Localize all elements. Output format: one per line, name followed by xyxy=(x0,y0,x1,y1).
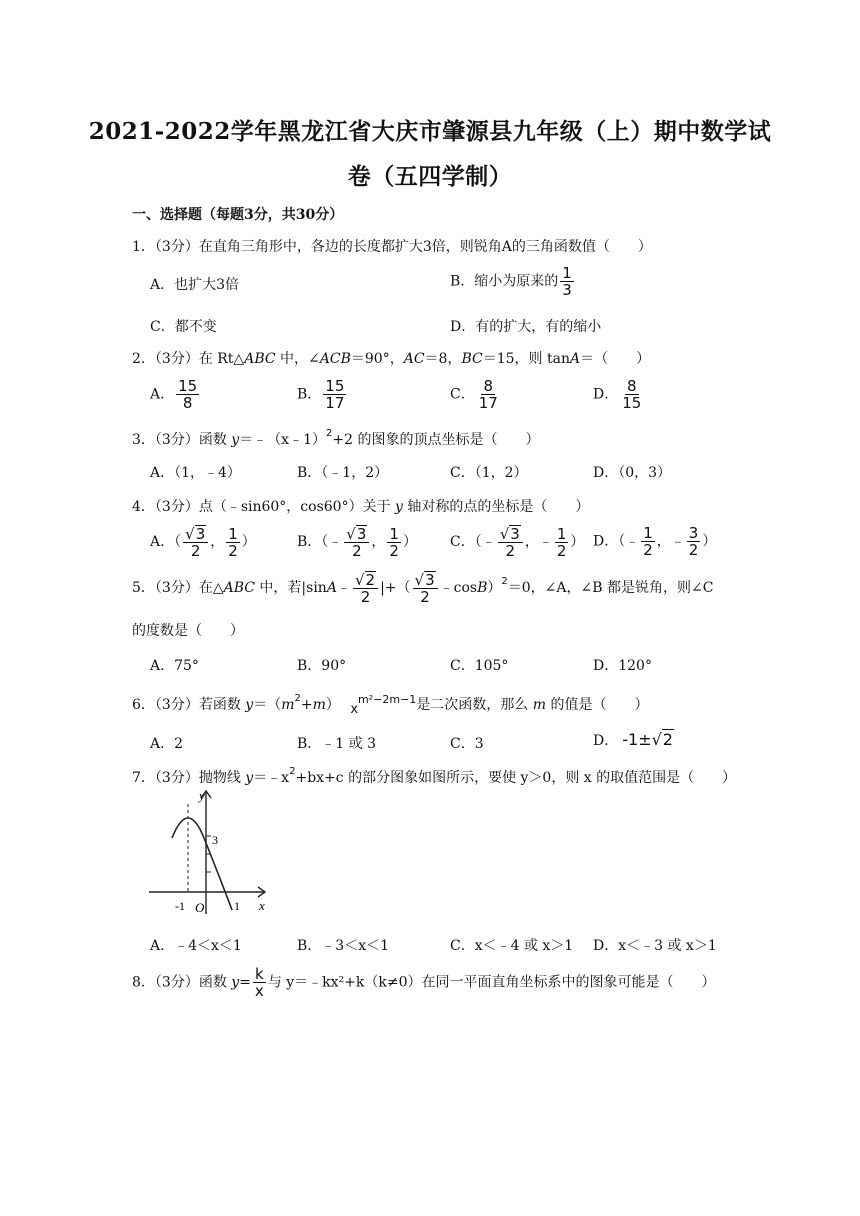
q2-option-b: B． $\frac{15}{17}$ xyxy=(297,377,345,412)
question-5-stem: 5．（3分）在△ABC 中，若|sinA﹣ $\frac{√2}{2}$ |+（ $\frac{√3}{2}$ ﹣cosB）$^2$＝0，∠A，∠B 都是锐角，则∠C xyxy=(132,571,714,606)
graph-origin-label: O xyxy=(195,900,205,915)
q3-option-b: B．（﹣1，2） xyxy=(297,465,389,481)
q5-option-a: A．75° xyxy=(150,658,199,674)
question-8-stem: 8．（3分）函数 y= $\frac{k}{x}$ 与 y＝﹣kx²+k（k≠0）在同一平面直角坐标系中的图象可能是（ ） xyxy=(132,965,716,1000)
q2-option-a: A． $\frac{15}{8}$ xyxy=(150,377,198,412)
q3-option-d: D．（0，3） xyxy=(593,465,672,481)
q7-option-a: A．﹣4＜x＜1 xyxy=(150,938,242,954)
q6-option-d: D． -1±√2 xyxy=(593,730,673,749)
q5-option-b: B．90° xyxy=(297,658,347,674)
page-title: 2021-2022学年黑龙江省大庆市肇源县九年级（上）期中数学试 xyxy=(88,118,772,145)
q1-option-b: B．缩小为原来的 $\frac{1}{3}$ xyxy=(450,264,572,299)
graph-x-label: x xyxy=(259,898,265,913)
q4-option-a: A．（ $\frac{√3}{2}$ ， $\frac{1}{2}$ ） xyxy=(150,524,256,560)
q3-option-a: A．（1，﹣4） xyxy=(150,465,241,481)
q6-option-a: A．2 xyxy=(150,736,184,752)
q4-option-c: C．（﹣ $\frac{√3}{2}$ ，﹣ $\frac{1}{2}$ ） xyxy=(450,524,585,560)
question-5-stem-line2: 的度数是（ ） xyxy=(132,623,244,639)
question-6-stem: 6．（3分）若函数 $y=(m^2+m)$ $x^{m^2-2m-1}$是二次函数，那么 m 的值是（ ） xyxy=(132,693,649,717)
section-heading: 一、选择题（每题3分，共30分） xyxy=(132,207,344,223)
graph-label-1: 1 xyxy=(234,899,240,913)
q6-option-c: C．3 xyxy=(450,736,484,752)
page-title-line2: 卷（五四学制） xyxy=(347,163,513,190)
q1-option-a: A．也扩大3倍 xyxy=(150,277,240,293)
parabola-graph xyxy=(145,786,275,916)
q4-option-b: B．（﹣ $\frac{√3}{2}$ ， $\frac{1}{2}$ ） xyxy=(297,524,417,560)
q2-option-c: C． $\frac{8}{17}$ xyxy=(450,377,498,412)
question-2-stem: 2．（3分）在 Rt△ABC 中，∠ACB＝90°，AC＝8，BC＝15，则 tanA＝（ ） xyxy=(132,351,651,367)
fraction: $\frac{1}{3}$ xyxy=(562,264,572,299)
graph-y-label: y xyxy=(199,788,205,803)
q1-option-d: D．有的扩大，有的缩小 xyxy=(450,319,602,335)
q1-option-c: C．都不变 xyxy=(150,319,217,335)
q3-option-c: C．（1，2） xyxy=(450,465,528,481)
question-4-stem: 4．（3分）点（﹣sin60°，cos60°）关于 y 轴对称的点的坐标是（ ） xyxy=(132,499,590,515)
q5-option-c: C．105° xyxy=(450,658,509,674)
q5-option-d: D．120° xyxy=(593,658,652,674)
q7-option-b: B．﹣3＜x＜1 xyxy=(297,938,389,954)
q6-option-b: B．﹣1 或 3 xyxy=(297,736,377,752)
graph-label-neg1: -1 xyxy=(175,899,185,913)
question-3-stem: 3．（3分）函数 y＝﹣（x﹣1）$^2$+2 的图象的顶点坐标是（ ） xyxy=(132,428,540,448)
graph-label-3: 3 xyxy=(212,833,218,847)
q4-option-d: D．（﹣ $\frac{1}{2}$ ，﹣ $\frac{3}{2}$ ） xyxy=(593,524,717,559)
question-1-stem: 1．（3分）在直角三角形中，各边的长度都扩大3倍，则锐角A的三角函数值（ ） xyxy=(132,239,652,255)
q7-option-d: D．x＜﹣3 或 x＞1 xyxy=(593,938,717,954)
q7-option-c: C．x＜﹣4 或 x＞1 xyxy=(450,938,574,954)
question-7-stem: 7．（3分）抛物线 $y=﹣x^2+bx+c$ 的部分图象如图所示，要使 y＞0，则 x 的取值范围是（ ） xyxy=(132,766,737,786)
q2-option-d: D． $\frac{8}{15}$ xyxy=(593,377,642,412)
